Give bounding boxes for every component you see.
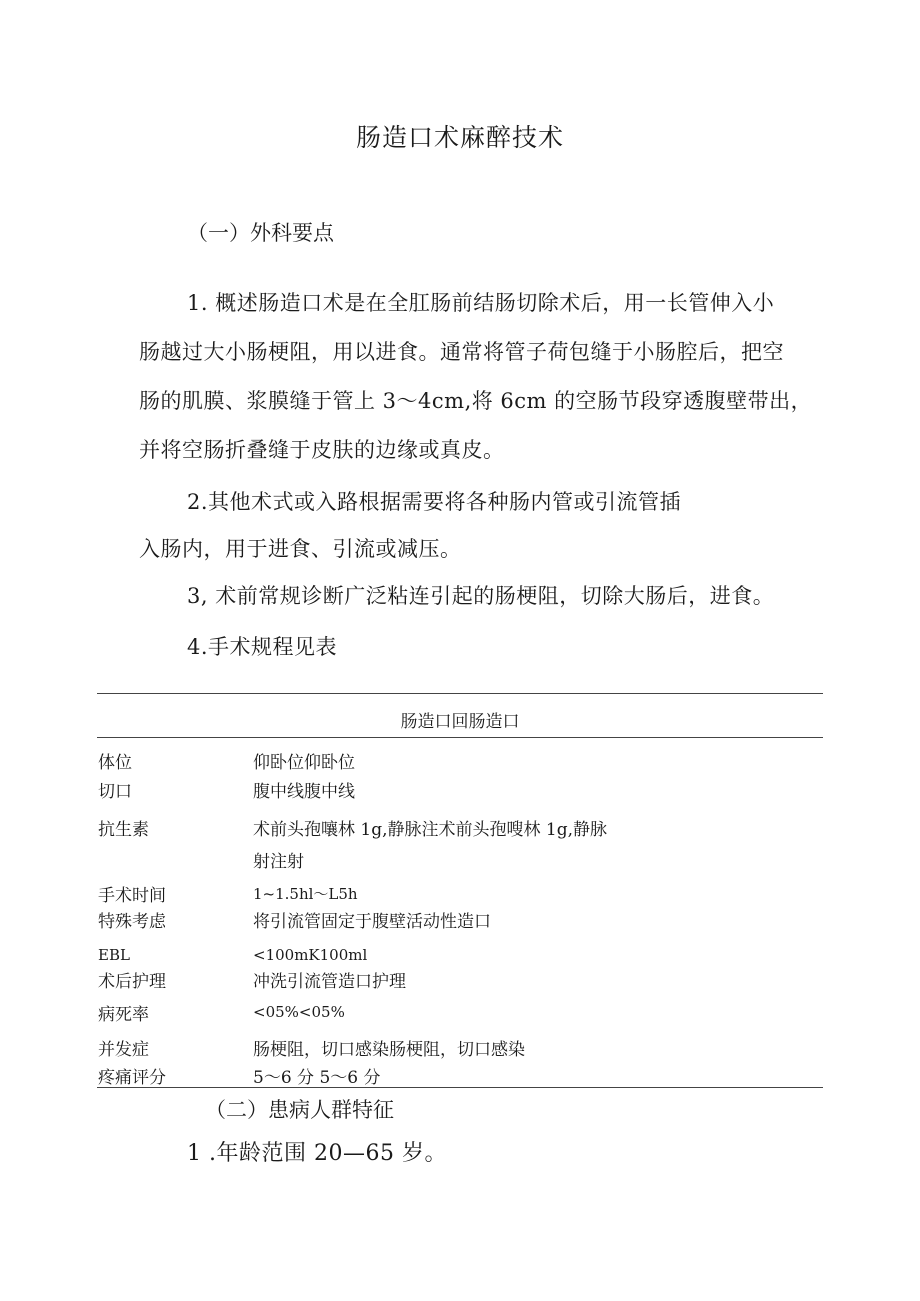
paragraph-line: 2.其他术式或入路根据需要将各种肠内管或引流管插 bbox=[187, 490, 682, 514]
table-header: 肠造口回肠造口 bbox=[400, 712, 520, 732]
row-value: 肠梗阻，切口感染肠梗阻，切口感染 bbox=[253, 1040, 525, 1060]
table-header-rule bbox=[97, 737, 823, 738]
row-value: <05%<05% bbox=[253, 1003, 345, 1021]
row-value: 冲洗引流管造口护理 bbox=[253, 972, 406, 992]
paragraph-line: 入肠内，用于进食、引流或减压。 bbox=[139, 537, 462, 561]
row-label: 并发症 bbox=[98, 1040, 149, 1060]
paragraph-line: 肠的肌膜、浆膜缝于管上 3～4cm,将 6cm 的空肠节段穿透腹壁带出， bbox=[139, 389, 813, 413]
row-label: 术后护理 bbox=[98, 972, 166, 992]
paragraph-line: 肠越过大小肠梗阻，用以进食。通常将管子荷包缝于小肠腔后，把空 bbox=[139, 340, 784, 364]
row-value: 术前头孢嚷林 1g,静脉注术前头孢嗖林 1g,静脉 bbox=[253, 820, 608, 840]
row-value: 仰卧位仰卧位 bbox=[253, 753, 355, 773]
row-value: 5～6 分 5～6 分 bbox=[253, 1068, 381, 1088]
paragraph-preop-diagnosis: 3, 术前常规诊断广泛粘连引起的肠梗阻，切除大肠后，进食。 bbox=[187, 584, 775, 608]
paragraph-age-range: 1 .年龄范围 20—65 岁。 bbox=[187, 1141, 447, 1166]
row-label: 手术时间 bbox=[98, 886, 166, 906]
table-bottom-rule bbox=[97, 1087, 823, 1088]
paragraph-line: 并将空肠折叠缝于皮肤的边缘或真皮。 bbox=[139, 438, 505, 462]
row-value: 腹中线腹中线 bbox=[253, 782, 355, 802]
section-heading-surgical-points: （一）外科要点 bbox=[187, 221, 334, 245]
paragraph-line: 1. 概述肠造口术是在全肛肠前结肠切除术后，用一长管伸入小 bbox=[187, 291, 775, 315]
row-value: 1~1.5hl～L5h bbox=[253, 885, 358, 903]
section-heading-patient-population: （二）患病人群特征 bbox=[205, 1098, 394, 1122]
row-label: 切口 bbox=[98, 782, 132, 802]
row-label: 病死率 bbox=[98, 1005, 149, 1025]
row-value: 将引流管固定于腹壁活动性造口 bbox=[253, 912, 491, 932]
row-label: 特殊考虑 bbox=[98, 912, 166, 932]
row-label: 疼痛评分 bbox=[98, 1068, 166, 1088]
row-value: <100mK100ml bbox=[253, 946, 368, 964]
row-label: 体位 bbox=[98, 753, 132, 773]
document-title: 肠造口术麻醉技术 bbox=[355, 123, 564, 152]
row-label: 抗生素 bbox=[98, 820, 149, 840]
row-value-continued: 射注射 bbox=[253, 852, 304, 872]
paragraph-procedure-table-ref: 4.手术规程见表 bbox=[187, 635, 338, 659]
row-label: EBL bbox=[98, 946, 130, 964]
table-top-rule bbox=[97, 693, 823, 694]
